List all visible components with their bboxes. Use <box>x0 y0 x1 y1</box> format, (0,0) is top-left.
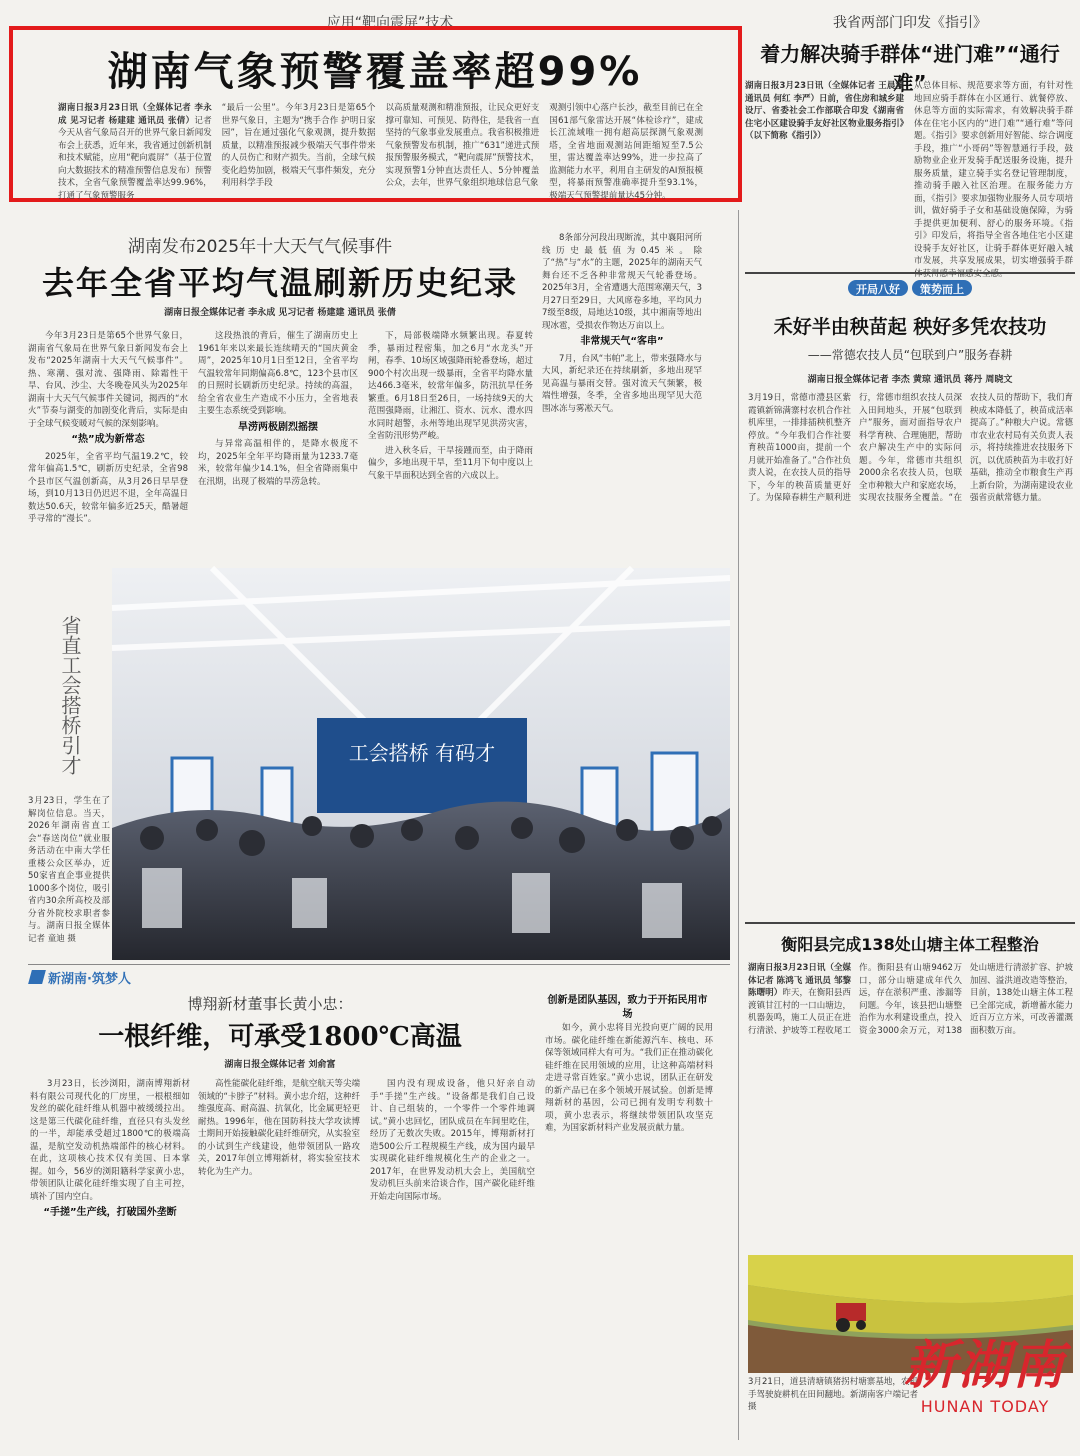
right-bottom-text: 昨天，在衡阳县西渡镇甘江村的一口山塘边，机器轰鸣，施工人员正在进行清淤、护坡等工程收尾工作。衡阳县有山塘9462万口，部分山塘建成年代久远，存在淤积严重、渗漏等问题。今年，该县把山塘整治作为水利建设重点，投入资金3000余万元，对138处山塘进行清淤扩容、护坡加固、溢洪道改造等整治，目前，138处山塘主体工程已全部完成，新增蓄水能力近百万立方米，可改善灌溉面积数万亩。 <box>748 963 1073 1036</box>
second-story-subhead3: 非常规天气“客串” <box>580 336 664 347</box>
stage-screen-text: 工会搭桥 有码才 <box>348 741 496 765</box>
section-tag <box>800 280 1020 296</box>
top-story-headline: 湖南气象预警覆盖率超99% <box>107 49 643 95</box>
field-photo-caption: 3月21日，道县清塘镇猪拐村塘寨基地，农机手驾驶旋耕机在田间翻地。新湖南客户端记者 摄 <box>748 1377 919 1412</box>
right-top-text: 从总体目标、规范要求等方面，有针对性地回应骑手群体在小区通行、就餐停放、休息等方面的实际需求，有效解决骑手群体在住宅小区内的“进门难”“通行难”等问题。《指引》要求创新用好智能、综合调度手段，推广“小哥码”等智慧通行手段，鼓励物业企业开发骑手配送服务设施，提升服务质量，建立骑手实名登记管理制度，推动骑手融入社区治理。在服务能力方面，《指引》要求加强物业服务人员专项培训，做好骑手子女和基础设施保障，为骑手提供更加便利、舒心的服务环境。《指引》印发后，将指导全省各地住宅小区建设骑手友好社区，让骑手群体更好融入城市发展，共享发展成果，切实增强骑手群 <box>914 81 1073 266</box>
top-story-col3: 以高质量观测和精准预报，让民众更好支撑可靠知、可预见、防得住，是我省一直坚持的气象事业发展重点。我省积极推进气象预警发布机制，推广“631”递进式预报预警服务模式，“靶向震屏”预警技术，实现预警1分钟直达责任人、5分钟覆盖公众，去年，世界气象组织地球信息气象 <box>385 103 540 188</box>
right-middle-headline: 禾好半由秧苗起 秧好多凭农技功 <box>773 316 1047 338</box>
right-middle-divider <box>745 922 1075 924</box>
people-col1-p1: 3月23日，长沙浏阳，湖南博翔新材料有限公司现代化的厂房里，一根根细如发丝的碳化硅纤维从机器中被缓缓拉出。这是第三代碳化硅纤维，直径只有头发丝的一半，却能承受超过1800℃的极端高温，是航空发动机热端部件的核心材料。在此，这项核心技术仅有美国、日本掌握。如今，56岁的浏阳籍科学家黄小忠，带领团队让碳化硅纤维实现了自主可控，填补了国内空白。 <box>30 1079 190 1202</box>
people-subhead2: 创新是团队基因，致力于开拓民用市场 <box>547 995 708 1020</box>
second-story-col2-p1: 这段热浪的背后，催生了湖南历史上1961年来以来最长连续晴天的“国庆黄金周”，2025年10月1日至12日，全省平均气温较常年同期偏高6.8℃，123个县市区的日照时长刷新历史纪录。持续的高温，给全省农业生产造成不小压力，全省地表主要生态系统受到影响。 <box>198 331 358 416</box>
section-tag-2: 策势而上 <box>912 280 972 296</box>
top-story-byline: 湖南日报3月23日讯（全媒体记者 李永成 见习记者 杨建建 通讯员 张倩） <box>58 103 212 126</box>
second-story-col4-p0: 8条部分河段出现断流，其中襄阳河所线历史最低值为0.45米。除了“热”与“水”的主题，2025年的湖南天气舞台还不乏各种非常规天气轮番登场。2025年3月，全省遭遇大范围寒潮天气，3月27日至29日，大风席卷多地，平均风力7级至8级，局地达10级，其中湘南等地出现冰雹，受损农作物达万亩以上。 <box>542 233 702 331</box>
second-story-col3-p2: 进入秋冬后，干旱接踵而至，由于降雨偏少，多地出现干旱，至11月下旬中度以上气象干旱面积达到全省的六成以上。 <box>368 445 533 481</box>
people-col3 <box>370 1078 535 1418</box>
right-top-byline: 湖南日报3月23日讯（全媒体记者 王晨溪 通讯员 何红 李严）日前，省住房和城乡建设厅、省委社会工作部联合印发《湖南省住宅小区建设骑手友好社区物业服务指引》（以下简称《指引》） <box>745 81 904 141</box>
hunan-today-logo <box>895 1335 1075 1416</box>
logo-chinese: 新湖南 <box>903 1336 1066 1396</box>
second-story-col4 <box>542 232 702 565</box>
tractor <box>836 1303 866 1321</box>
second-story-col1-p2: 2025年，全省平均气温19.2℃，较常年偏高1.5℃，刷新历史纪录，全省98个县市区气温创新高，从3月26日早早登场，到10月13日仍迟迟不退，全年高温日数达50.6天，较常年偏多近25天，酷暑超乎寻常的“漫长”。 <box>28 451 188 524</box>
second-story-col3 <box>368 330 533 565</box>
right-top-body <box>745 80 1073 268</box>
second-story-col3-p1: 下，局部极端降水频繁出现。春夏转季，暴雨过程密集，加之6月“水龙头”开闸，春季、10场区域强降雨轮番登场，超过900个村次出现一级暴雨，全省平均降水量达466.3毫米，较常年偏多，防汛抗旱任务繁重。6月18日至26日，一场持续9天的大范围强降雨，让湘江、资水、沅水、澧水四水同时超警，永州等地出现罕见洪涝灾害，全省防汛形势严峻。 <box>368 331 533 441</box>
second-story-kicker: 湖南发布2025年十大天气气候事件 <box>127 237 393 257</box>
photo-scene <box>112 568 730 960</box>
second-story-subhead2: 旱涝两极剧烈摇摆 <box>238 421 318 433</box>
people-col2 <box>198 1078 360 1418</box>
people-col4-p1: 如今，黄小忠将目光投向更广阔的民用市场。碳化硅纤维在新能源汽车、核电、环保等领域同样大有可为。“我们正在推动碳化硅纤维在民用领域的应用，让这种高端材料走进寻常百姓家。”黄小忠说，团队正在研发的新产品已在多个领域开展试验。创新是博翔新材的基因，公司已拥有发明专利数十项，黄小忠表示，将继续带领团队攻坚克难，为国家新材料产业发展贡献力量。 <box>545 1023 713 1133</box>
second-story-col2 <box>198 330 358 565</box>
photo-vertical-title <box>58 615 82 775</box>
right-top-headline: 着力解决骑手群体“进门难”“通行难” <box>760 42 1060 95</box>
stage-screen <box>317 718 527 813</box>
second-story-byline: 湖南日报全媒体记者 李永成 见习记者 杨建建 通讯员 张倩 <box>164 308 396 318</box>
right-bottom-byline: 湖南日报3月23日讯（全媒体记者 陈鸿飞 通讯员 邹黎 陈曙明） <box>748 963 851 998</box>
second-story-col4-p2: 7月，台风“韦帕”北上，带来强降水与大风，新纪录还在持续刷新，多地出现罕见高温与暴雨交替。强对流天气频繁，极端性增强，冬季，全省多地出现罕见大范围冰冻与雾凇天气。 <box>542 353 702 414</box>
right-bottom-headline: 衡阳县完成138处山塘主体工程整治 <box>781 935 1039 954</box>
people-subhead1: “手搓”生产线，打破国外垄断 <box>43 1207 177 1218</box>
people-col3-p1: 国内没有现成设备，他只好亲自动手“手搓”生产线。“设备都是我们自己设计、自己组装的，一个零件一个零件地调试。”黄小忠回忆，团队成员在车间里吃住，经历了无数次失败。2015年，博翔新材打造500公斤工程规模生产线，成为国内最早实现碳化硅纤维规模化生产的企业之一。2017年，在世界发动机大会上，美国航空发动机巨头前来洽谈合作，国产碳化硅纤维开始走向国际市场。 <box>370 1079 535 1202</box>
right-top-divider <box>745 272 1075 274</box>
right-middle-subhead: ——常德农技人员“包联到户”服务春耕 <box>807 348 1013 362</box>
top-story-kicker: 应用“靶向震屏”技术 <box>326 15 454 31</box>
logo-english: HUNAN TODAY <box>920 1397 1050 1416</box>
section-tag-1: 开局八好 <box>848 280 908 296</box>
second-story-col1-p1: 今年3月23日是第65个世界气象日，湖南省气象局在世界气象日新闻发布会上发布“2025年湖南十大天气气候事件”。热、寒潮、强对流、强降雨、除霜性干旱、台风、沙尘、大冬晚卷风头为2025年湖南十大天气气候事件关键词，揭西的“水火”节奏与湖变的加剧变化背后，实际是由于全球气候变暖对气候的深刻影响。 <box>28 331 188 429</box>
top-story-col4: 观测引领中心落户长沙，截至目前已在全国61部气象雷达开展“体检诊疗”，建成长江流域唯一拥有超高层探测气象观测塔，全省地面观测站间距缩短至7.5公里，雷达覆盖率达99%，进一步拉高了监测能力水平，利用自主研发的AI预报模型，将暴雨预警准确率提升至93.1%，极端天气预警提前量达45分钟。 <box>549 103 703 201</box>
people-section-label <box>30 968 131 986</box>
right-middle-body: 3月19日，常德市澧县区紫霞镇新锦满寨村农机合作社机库里，一排排插秧机整齐停放。“今年我们合作社要育秧苗1000亩，提前一个月就开始准备了。”合作社负责人说，在农技人员的指导下，今年的秧苗质量更好了。为保障春耕生产顺利进行，常德市组织农技人员深入田间地头，开展“包联到户”服务，面对面指导农户科学育秧、合理施肥，帮助农户解决生产中的实际问题。今年，常德市共组织2000余名农技人员，包联全市种粮大户和家庭农场，实现农技服务全覆盖。“在农技人员的帮助下，我们育秧成本降低了，秧苗成活率提高了。”种粮大户说。常德市农业农村局有关负责人表示，将持续推进农技服务下沉，以优质秧苗为丰收打好基础，推动全市粮食生产再上新台阶，为湖南建设农业强省贡献常德力量。 <box>748 393 1073 503</box>
people-divider <box>28 964 730 965</box>
photo-caption: 3月23日，学生在了解岗位信息。当天，2026年湖南省直工会“春送岗位”就业服务活动在中南大学任重楼公众区举办，近50家省直企事业提供1000多个岗位，吸引省内30余所高校及部分省外院校求职者参与。湖南日报全媒体记者 童迪 摄 <box>28 796 110 944</box>
news-photo <box>112 568 730 960</box>
second-story-headline: 去年全省平均气温刷新历史纪录 <box>41 264 518 302</box>
people-col4 <box>545 1022 713 1418</box>
people-headline: 一根纤维，可承受1800℃高温 <box>98 1022 462 1052</box>
second-story-col1 <box>28 330 188 565</box>
right-bottom-body <box>748 962 1073 1250</box>
people-kicker: 博翔新材董事长黄小忠： <box>187 995 353 1013</box>
right-middle-byline: 湖南日报全媒体记者 李杰 黄琼 通讯员 蒋丹 周晓文 <box>807 375 1013 385</box>
right-top-kicker: 我省两部门印发《指引》 <box>833 15 987 31</box>
people-byline: 湖南日报全媒体记者 刘俞富 <box>224 1060 336 1070</box>
top-story-body <box>58 102 703 201</box>
top-story-col1: 记者今天从省气象局召开的世界气象日新闻发布会上获悉，近年来，我省通过创新机制和技术赋能，应用“靶向震屏”（基于位置向大数据技术的精准预警信息发布）预警技术，全省气象预警覆盖率达99.96%，打通了气象预警服务 <box>58 115 212 201</box>
second-story-subhead1: “热”成为新常态 <box>71 434 145 445</box>
second-story-col2-p2: 与异常高温相伴的，是降水极度不均，2025年全年平均降雨量为1233.7毫米，较常年偏少14.1%，但全省降雨集中在汛期，出现了极端的旱涝急转。 <box>198 439 358 487</box>
photo-vertical-title-text: 省直工会搭桥引才 <box>58 615 82 775</box>
people-col1 <box>30 1078 190 1418</box>
people-col2-p1: 高性能碳化硅纤维，是航空航天等尖端领域的“卡脖子”材料。黄小忠介绍，这种纤维强度高、耐高温、抗氧化，比金属更轻更耐热。1996年，他在国防科技大学攻读博士期间开始接触碳化硅纤维研究，从实验室的小试到生产线建设，他带领团队一路攻关，2017年创立博翔新材，将实验室技术转化为生产力。 <box>198 1079 360 1177</box>
people-section-label-text: 新湖南·筑梦人 <box>48 971 131 987</box>
top-story-col2: “最后一公里”。今年3月23日是第65个世界气象日，主题为“携手合作 护明日家园”，旨在通过强化气象观测，提升数据质量，以精准预报减少极端天气事件带来的人员伤亡和财产损失。当前，全球气候变化趋势加剧，极端天气事件频发，充分利用科学手段 <box>221 103 376 188</box>
people-section-icon <box>28 970 46 984</box>
column-divider <box>738 210 739 1440</box>
